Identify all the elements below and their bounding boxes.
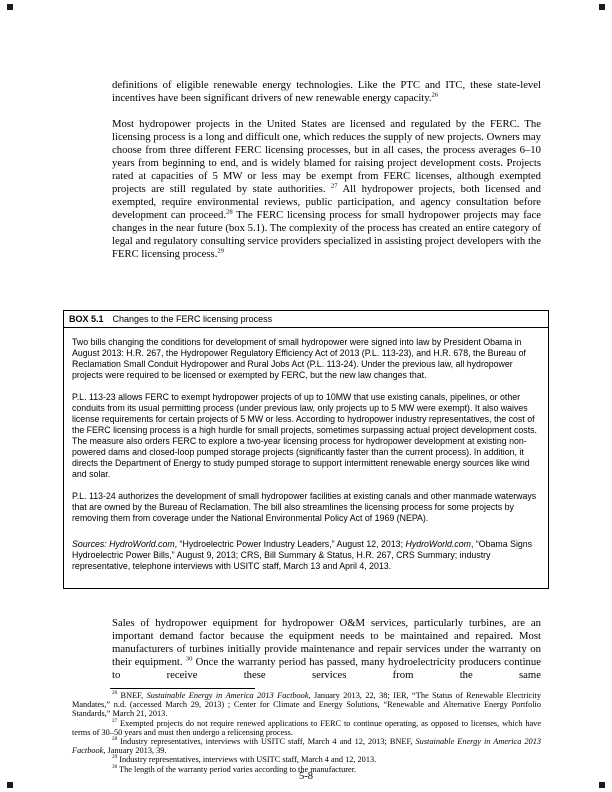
paragraph-equipment-sales: Sales of hydropower equipment for hydropower O&M services, particularly turbines, are an important demand factor because the equipment needs to be maintained and repaired. Most manufacturers of turbines initially provide maintenance and repair services under the warranty on their equipment. $^{30}$ Once the warranty period has passed, many hydroelectricity producers continue to receive these services from the same: [112, 617, 541, 681]
box-paragraph-pl-113-24: P.L. 113-24 authorizes the development of small hydropower facilities at existing canals and other manmade waterways that are owned by the Bureau of Reclamation. The bill also streamlines the licensing process for some projects by removing them from coverage under the National Environmental Policy Act of 1969 (NEPA).: [72, 491, 537, 523]
footnote-30: $^{30}$ The length of the warranty period varies according to the manufacturer.: [112, 763, 357, 774]
body-text-column: [112, 79, 541, 274]
footnote-26: $^{26}$ BNEF, Sustainable Energy in America 2013 Factbook, January 2013, 22, 38; IER, “The Status of Renewable Electricity Mandates,” n.d. (accessed March 29, 2013) ; Center for Climate and Energy Solutions, “Renewable and Alternative Energy Portfolio Standards,” March 21, 2013.: [72, 690, 541, 719]
footnotes-section: [72, 691, 541, 774]
corner-mark-top-right: [599, 4, 605, 10]
page-number: 5-8: [299, 771, 313, 782]
footnote-separator: [110, 688, 255, 689]
box-sources: Sources: HydroWorld.com, “Hydroelectric Power Industry Leaders,” August 12, 2013; HydroWorld.com, “Obama Signs Hydroelectric Power Bills,” August 9, 2013; CRS, Bill Summary & Status, H.R. 267, CRS Summary; industry representative, telephone interviews with USITC staff, March 13 and April 4, 2013.: [72, 539, 533, 571]
box-label: BOX 5.1: [69, 314, 104, 324]
corner-mark-bottom-right: [599, 782, 605, 788]
box-paragraph-pl-113-23: P.L. 113-23 allows FERC to exempt hydropower projects of up to 10MW that use existing canals, pipelines, or other conduits from its usual permitting process (under previous law, only projects up to 5 MW were exempt). It also waives license requirements for certain projects of 5 MW or less. According to hydropower industry representatives, the cost of the FERC licensing process is a high hurdle for small projects, sometimes surpassing actual project development costs. The measure also orders FERC to explore a two-year licensing process for hydropower development at existing non-powered dams and closed-loop pumped storage projects (significantly faster than the current process). In addition, it directs the Department of Energy to study pumped storage to support intermittent renewable energy sources like wind and solar.: [72, 392, 537, 479]
corner-mark-bottom-left: [7, 782, 13, 788]
footnote-27: $^{27}$ Exempted projects do not require renewed applications to FERC to continue operating, as opposed to licenses, which have terms of 30–50 years and must then undergo a relicensing process.: [72, 717, 541, 737]
paragraph-state-incentives: definitions of eligible renewable energy technologies. Like the PTC and ITC, these state-level incentives have been significant drivers of new renewable energy capacity.$^{26}$: [112, 79, 541, 104]
box-body: [64, 328, 548, 587]
paragraph-ferc-licensing: Most hydropower projects in the United States are licensed and regulated by the FERC. The licensing process is a long and difficult one, which reduces the supply of new projects. Owners may choose from three different FERC licensing processes, but in all cases, the process averages 6–10 years from beginning to end, and is widely blamed for raising project development costs. Projects rated at capacities of 5 MW or less may be exempt from FERC licenses, although exempted projects are still regulated by state authorities. $^{27}$ All hydropower projects, both licensed and exempted, require environmental reviews, public participation, and agency consultation before development can proceed.$^{28}$ The FERC licensing process for small hydropower projects may face changes in the near future (box 5.1). The complexity of the process has created an entire category of legal and regulatory consulting service providers specialized in assisting project developers with the FERC licensing process.$^{29}$: [112, 118, 541, 260]
box-title: Changes to the FERC licensing process: [112, 314, 273, 324]
box-header: [64, 311, 548, 328]
footnote-29: $^{29}$ Industry representatives, interviews with USITC staff, March 4 and 12, 2013.: [112, 754, 377, 765]
corner-mark-top-left: [7, 4, 13, 10]
footnote-28: $^{28}$ Industry representatives, interviews with USITC staff, March 4 and 12, 2013; BNEF, Sustainable Energy in America 2013 Factbook, January 2013, 39.: [72, 736, 541, 756]
box-paragraph-two-bills: Two bills changing the conditions for development of small hydropower were signed into law by President Obama in August 2013: H.R. 267, the Hydropower Regulatory Efficiency Act of 2013 (P.L. 113-23), and H.R. 678, the Bureau of Reclamation Small Conduit Hydropower and Rural Jobs Act (P.L. 113-24). Under the previous law, all hydropower projects were required to be licensed or exempted by FERC, but the new law changes that.: [72, 337, 526, 380]
box-5-1: [63, 310, 549, 589]
